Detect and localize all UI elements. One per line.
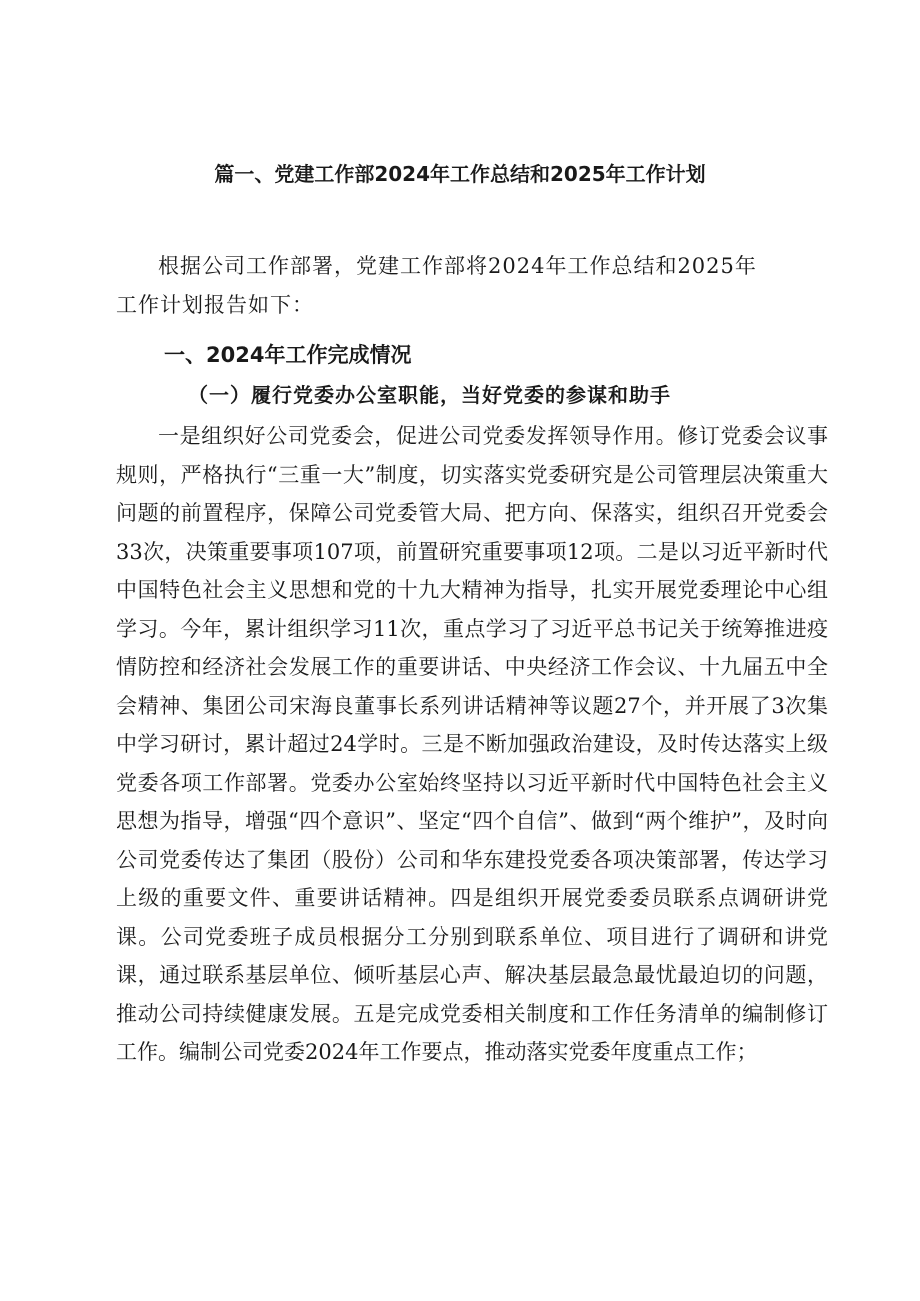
section-heading: 一、2024年工作完成情况 — [164, 343, 412, 367]
body-paragraph: 一是组织好公司党委会，促进公司党委发挥领导作用。修订党委会议事规则，严格执行“三重一大”制度，切实落实党委研究是公司管理层决策重大问题的前置程序，保障公司党委管大局、把方向、保落实，组织召开党委会33次，决策重要事项107项，前置研究重要事项12项。二是以习近平新时代中国特色社会主义思想和党的十九大精神为指导，扎实开展党委理论中心组学习。今年，累计组织学习11次，重点学习了习近平总书记关于统筹推进疫情防控和经济社会发展工作的重要讲话、中央经济工作会议、十九届五中全会精神、集团公司宋海良董事长系列讲话精神等议题27个，并开展了3次集中学习研讨，累计超过24学时。三是不断加强政治建设，及时传达落实上级党委各项工作部署。党委办公室始终坚持以习近平新时代中国特色社会主义思想为指导，增强“四个意识”、坚定“四个自信”、做到“两个维护”，及时向公司党委传达了集团（股份）公司和华东建投党委各项决策部署，传达学习上级的重要文件、重要讲话精神。四是组织开展党委委员联系点调研讲党课。公司党委班子成员根据分工分别到联系单位、项目进行了调研和讲党课，通过联系基层单位、倾听基层心声、解决基层最急最忧最迫切的问题，推动公司持续健康发展。五是完成党委相关制度和工作任务清单的编制修订工作。编制公司党委2024年工作要点，推动落实党委年度重点工作； — [116, 424, 828, 1064]
document-title: 篇一、党建工作部2024年工作总结和2025年工作计划 — [214, 162, 706, 186]
intro-paragraph: 根据公司工作部署，党建工作部将2024年工作总结和2025年工作计划报告如下： — [116, 254, 757, 317]
subsection-heading: （一）履行党委办公室职能，当好党委的参谋和助手 — [188, 383, 671, 407]
